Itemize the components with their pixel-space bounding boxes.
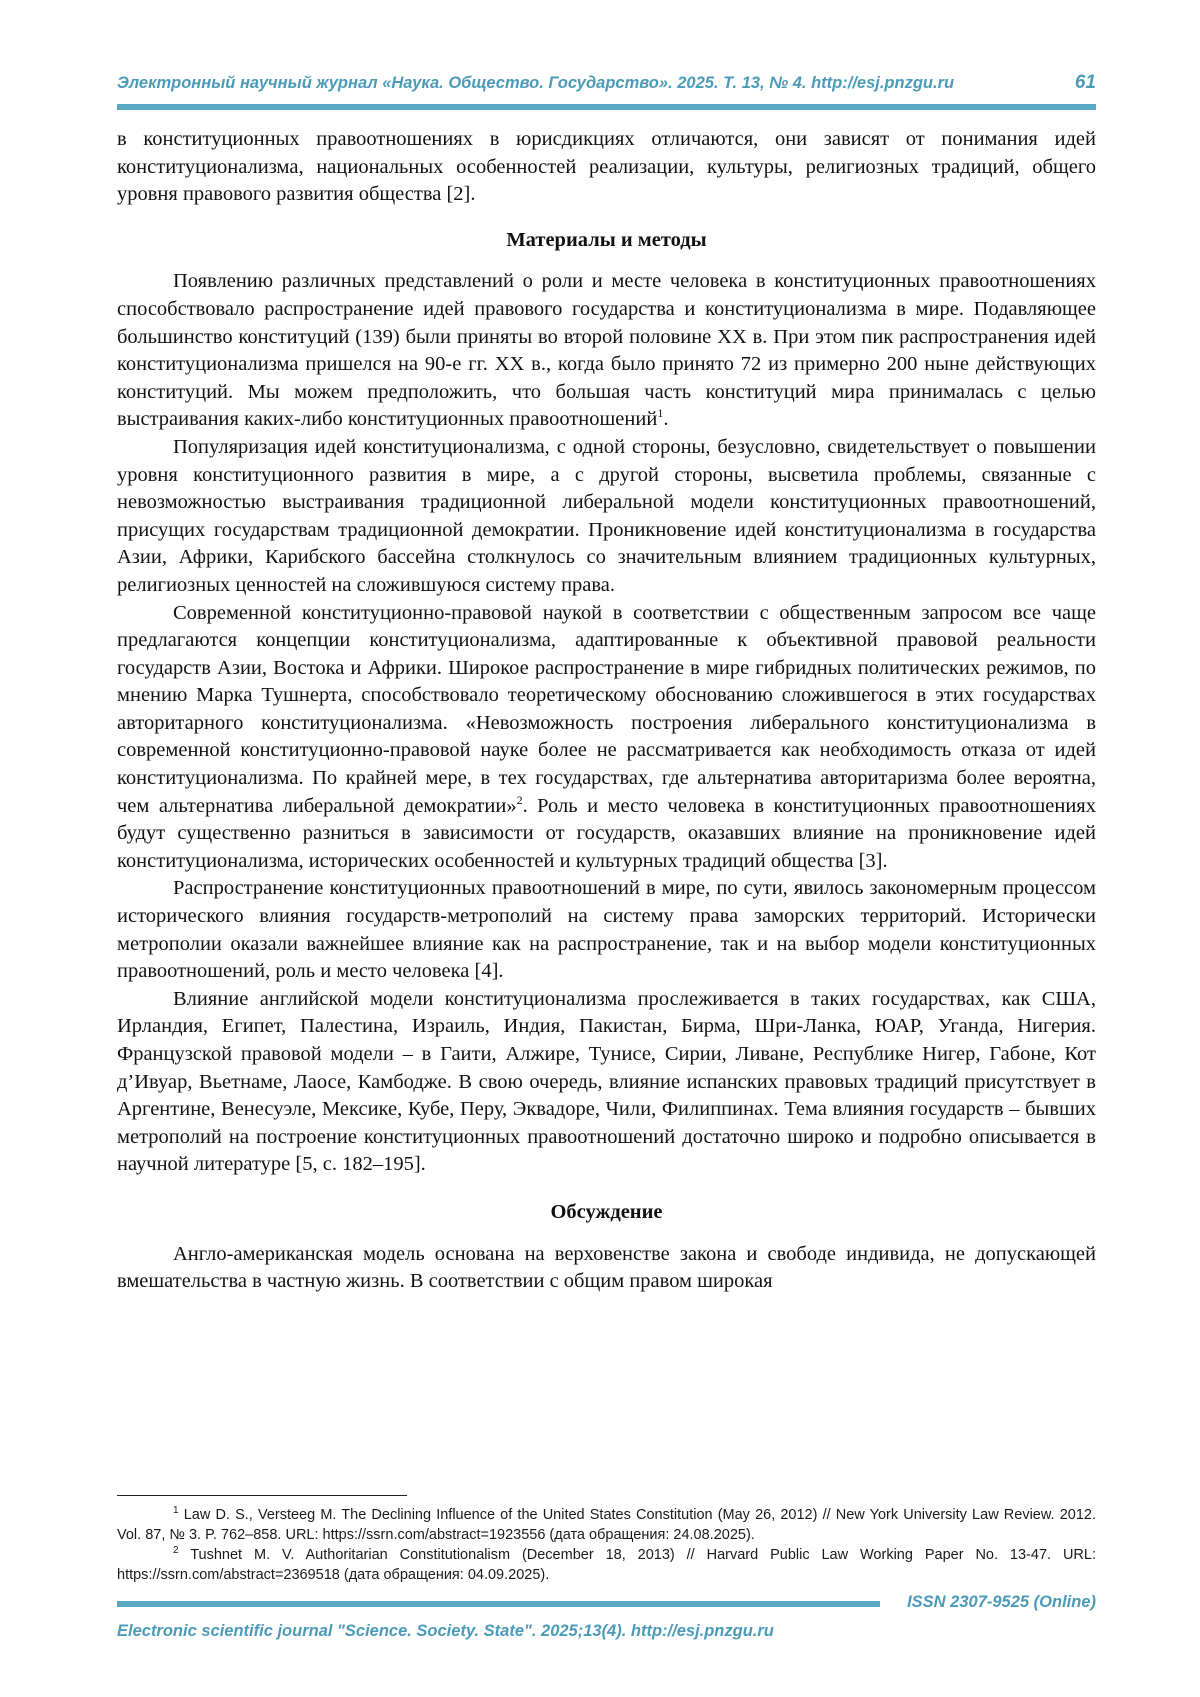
footer-issn: ISSN 2307-9525 (Online)	[907, 1593, 1096, 1611]
paragraph-3	[117, 600, 1096, 876]
footnote-1	[117, 1505, 1096, 1545]
paragraph-5: Влияние английской модели конституционализма прослеживается в таких государствах, как США, Ирландия, Египет, Палестина, Израиль, Индия, Пакистан, Бирма, Шри-Ланка, ЮАР, Уганда, Нигерия. Французской правовой модели – в Гаити, Алжире, Тунисе, Сирии, Ливане, Республике Нигер, Габоне, Кот д’Ивуар, Вьетнаме, Лаосе, Камбодже. В свою очередь, влияние испанских правовых традиций присутствует в Аргентине, Венесуэле, Мексике, Кубе, Перу, Эквадоре, Чили, Филиппинах. Тема влияния государств – бывших метрополий на построение конституционных правоотношений достаточно широко и подробно описывается в научной литературе [5, с. 182–195].	[117, 987, 1096, 1176]
paragraph-1-text: Появлению различных представлений о роли и месте человека в конституционных правоотношениях способствовало распространение идей правового государства и конституционализма в мире. Подавляющее большинство конституций (139) были приняты во второй половине XX в. При этом пик распространения идей конституционализма пришелся на 90-е гг. XX в., когда было принято 72 из примерно 200 ныне действующих конституций. Мы можем предположить, что большая часть конституций мира принималась с целью выстраивания каких-либо конституционных правоотношений	[117, 270, 1096, 431]
section-heading-discussion: Обсуждение	[550, 1200, 663, 1223]
footnote-divider	[117, 1495, 407, 1496]
footer-journal-title: Electronic scientific journal "Science. Society. State". 2025;13(4). http://esj.pnzgu.ru	[117, 1622, 774, 1640]
footnote-2	[117, 1545, 1096, 1585]
paragraph-intro: в конституционных правоотношениях в юрисдикциях отличаются, они зависят от понимания идей конституционализма, национальных особенностей реализации, культуры, религиозных традиций, общего уровня правового развития общества [2].	[117, 128, 1096, 206]
page-number: 61	[1074, 72, 1096, 93]
running-header	[117, 72, 1096, 98]
paragraph-2: Популяризация идей конституционализма, с одной стороны, безусловно, свидетельствует о повышении уровня конституционного развития в мире, а с другой стороны, высветила проблемы, связанные с невозможностью выстраивания традиционной либеральной модели конституционных правоотношений, присущих государствам традиционной демократии. Проникновение идей конституционализма в государства Азии, Африки, Карибского бассейна столкнулось со значительным влиянием традиционных культурных, религиозных ценностей на сложившуюся систему права.	[117, 435, 1096, 596]
header-rule	[117, 104, 1096, 110]
paragraph-6: Англо-американская модель основана на верховенстве закона и свободе индивида, не допускающей вмешательства в частную жизнь. В соответствии с общим правом широкая	[117, 1242, 1096, 1293]
paragraph-4: Распространение конституционных правоотношений в мире, по сути, явилось закономерным процессом исторического влияния государств-метрополий на систему права заморских территорий. Исторически метрополии оказали важнейшее влияние как на распространение, так и на выбор модели конституционных правоотношений, роль и место человека [4].	[117, 877, 1096, 983]
footer-rule	[117, 1601, 880, 1607]
footnote-ref-1[interactable]: 1	[657, 406, 664, 421]
footnotes	[117, 1505, 1096, 1585]
article-body	[117, 126, 1096, 1296]
paragraph-1	[117, 268, 1096, 434]
footnote-1-text: Law D. S., Versteeg M. The Declining Influence of the United States Constitution (May 26, 2012) // New York University Law Review. 2012. Vol. 87, № 3. P. 762–858. URL: https://ssrn.com/abstract=1923556 (дата обращения: 24.08.2025).	[117, 1507, 1096, 1543]
paragraph-3-text-b: . Роль и место человека в конституционных правоотношениях будут существенно разниться в зависимости от государств, оказавших влияние на проникновение идей конституционализма, исторических особенностей и культурных традиций общества [3].	[117, 794, 1096, 872]
footnote-2-text: Tushnet M. V. Authoritarian Constitutionalism (December 18, 2013) // Harvard Public Law Working Paper No. 13-47. URL: https://ssrn.com/abstract=2369518 (дата обращения: 04.09.2025).	[117, 1547, 1096, 1583]
header-journal-title: Электронный научный журнал «Наука. Общество. Государство». 2025. Т. 13, № 4. http://esj.pnzgu.ru	[117, 74, 955, 92]
footnote-ref-2[interactable]: 2	[516, 792, 523, 807]
section-heading-methods: Материалы и методы	[506, 228, 707, 251]
footnote-2-mark: 2	[173, 1545, 179, 1557]
paragraph-1-end: .	[663, 408, 669, 431]
paragraph-3-text-a: Современной конституционно-правовой наукой в соответствии с общественным запросом все чаще предлагаются концепции конституционализма, адаптированные к объективной правовой реальности государств Азии, Востока и Африки. Широкое распространение в мире гибридных политических режимов, по мнению Марка Тушнерта, способствовало теоретическому обоснованию сложившегося в этих государствах авторитарного конституционализма. «Невозможность построения либерального конституционализма в современной конституционно-правовой науке более не рассматривается как необходимость отказа от идей конституционализма. По крайней мере, в тех государствах, где альтернатива авторитаризма более вероятна, чем альтернатива либеральной демократии»	[117, 601, 1096, 817]
footnote-1-mark: 1	[173, 1505, 179, 1517]
